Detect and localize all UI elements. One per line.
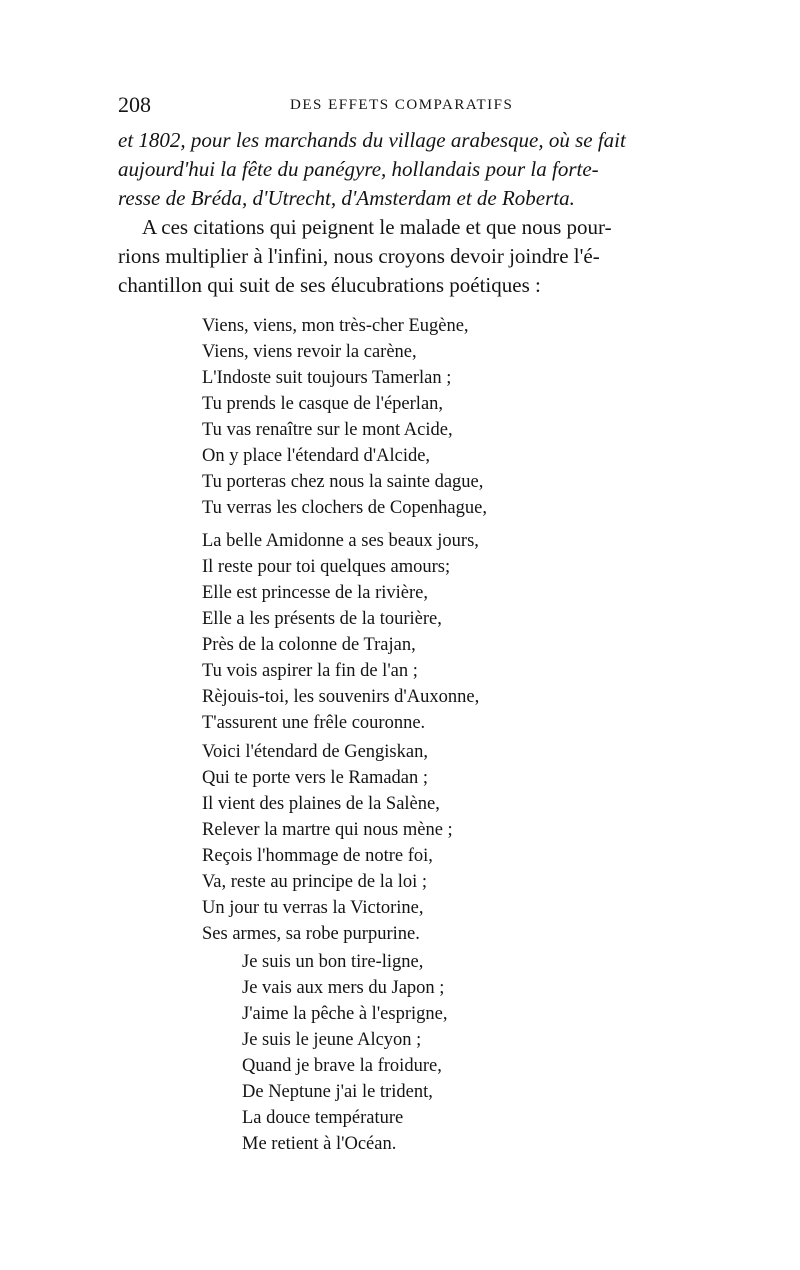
poem-line: Relever la martre qui nous mène ; [202,820,453,840]
poem-line: Voici l'étendard de Gengiskan, [202,742,428,762]
poem-line: Tu vois aspirer la fin de l'an ; [202,661,418,681]
poem-line: On y place l'étendard d'Alcide, [202,446,431,466]
poem-line: L'Indoste suit toujours Tamerlan ; [202,368,452,388]
prose-line: aujourd'hui la fête du panégyre, hollandais pour la forte- [118,157,599,181]
page-number: 208 [118,92,151,117]
poem-line: Me retient à l'Océan. [242,1134,397,1154]
poem-line: Quand je brave la froidure, [242,1056,442,1076]
prose-block [118,126,684,300]
poem-line: Un jour tu verras la Victorine, [202,898,424,918]
poem-line: J'aime la pêche à l'esprigne, [242,1004,448,1024]
poem-line: Je vais aux mers du Japon ; [242,978,445,998]
poem-line: Tu vas renaître sur le mont Acide, [202,420,453,440]
poem-line: Viens, viens, mon très-cher Eugène, [202,316,469,336]
poem-stanza-3 [202,739,453,947]
poem-line: Ses armes, sa robe purpurine. [202,924,420,944]
poem-line: Viens, viens revoir la carène, [202,342,417,362]
poem-line: Près de la colonne de Trajan, [202,635,416,655]
prose-line: et 1802, pour les marchands du village arabesque, où se fait [118,128,626,152]
poem-line: Je suis un bon tire-ligne, [242,952,424,972]
prose-line: rions multiplier à l'infini, nous croyons devoir joindre l'é- [118,244,600,268]
poem-line: La douce température [242,1108,404,1128]
poem-line: T'assurent une frêle couronne. [202,713,426,733]
poem-line: Tu porteras chez nous la sainte dague, [202,472,484,492]
poem-line: Rèjouis-toi, les souvenirs d'Auxonne, [202,687,480,707]
poem-line: Elle a les présents de la tourière, [202,609,442,629]
poem-line: Il vient des plaines de la Salène, [202,794,440,814]
poem-line: Je suis le jeune Alcyon ; [242,1030,422,1050]
prose-line: A ces citations qui peignent le malade et que nous pour- [142,215,612,239]
running-title: DES EFFETS COMPARATIFS [290,97,514,113]
poem-line: Il reste pour toi quelques amours; [202,557,451,577]
poem-line: Qui te porte vers le Ramadan ; [202,768,429,788]
prose-line: chantillon qui suit de ses élucubrations poétiques : [118,273,541,297]
poem-line: Elle est princesse de la rivière, [202,583,429,603]
poem-line: La belle Amidonne a ses beaux jours, [202,531,479,551]
poem-stanza-4 [242,949,447,1157]
poem-stanza-1 [202,313,487,521]
poem-line: Reçois l'hommage de notre foi, [202,846,433,866]
prose-line: resse de Bréda, d'Utrecht, d'Amsterdam et de Roberta. [118,186,575,210]
poem-line: Tu verras les clochers de Copenhague, [202,498,487,518]
poem-line: De Neptune j'ai le trident, [242,1082,433,1102]
poem-line: Va, reste au principe de la loi ; [202,872,427,892]
running-head [118,92,678,122]
poem-line: Tu prends le casque de l'éperlan, [202,394,444,414]
poem-stanza-2 [202,528,479,736]
